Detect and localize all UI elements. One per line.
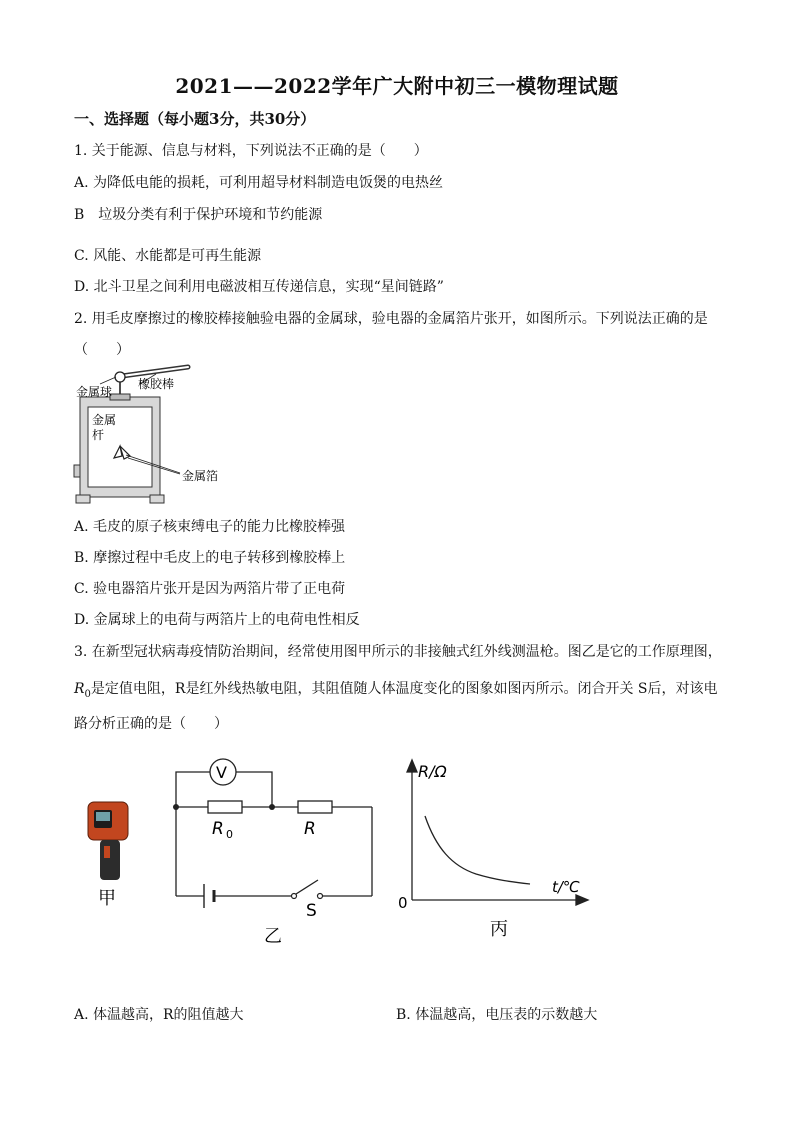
q2-stem-line1: 2. 用毛皮摩擦过的橡胶棒接触验电器的金属球，验电器的金属箔片张开，如图所示。下列说法正确的是: [74, 311, 708, 327]
q3-stem-line2: [74, 678, 718, 700]
label-r: R: [304, 819, 316, 839]
label-metal-stem-1: 金属: [92, 413, 117, 427]
circuit-wires: [176, 772, 372, 896]
q3-stem-line3: 路分析正确的是（ ）: [74, 716, 228, 732]
q1-stem: 1. 关于能源、信息与材料，下列说法不正确的是（ ）: [74, 143, 428, 159]
label-switch: S: [306, 901, 317, 921]
q3-option-b: B. 体温越高，电压表的示数越大: [396, 1007, 598, 1023]
resistance-temperature-graph: [392, 752, 592, 946]
origin-label: 0: [398, 894, 408, 912]
q2-stem-line2: （ ）: [74, 342, 130, 358]
q3-r0-symbol: R: [74, 681, 85, 697]
label-metal-foil: 金属箔: [182, 469, 219, 483]
q3-option-a: A. 体温越高，R的阻值越大: [74, 1007, 244, 1023]
switch: [292, 880, 323, 899]
q2-option-d: D. 金属球上的电荷与两箔片上的电荷电性相反: [74, 612, 360, 628]
x-axis-label: t/℃: [552, 878, 580, 896]
label-bing: 丙: [490, 919, 508, 940]
label-r0-subscript: 0: [226, 828, 233, 841]
label-jia: 甲: [98, 888, 116, 908]
electroscope-figure: [70, 362, 270, 510]
resistance-curve: [425, 816, 530, 884]
thermometer-gun-icon: [88, 802, 128, 880]
q1-option-a: A. 为降低电能的损耗，可利用超导材料制造电饭煲的电热丝: [74, 175, 444, 191]
circuit-diagram: [164, 752, 384, 952]
q2-option-b: B. 摩擦过程中毛皮上的电子转移到橡胶棒上: [74, 550, 346, 566]
q3-stem-line2-rest: 是定值电阻，R是红外线热敏电阻，其阻值随人体温度变化的图象如图丙所示。闭合开关 S后，对该电: [90, 681, 718, 697]
voltmeter: [210, 759, 236, 785]
metal-ball: [115, 372, 125, 382]
label-metal-stem-2: 杆: [92, 428, 105, 442]
voltmeter-label: V: [216, 763, 227, 782]
junction-dot: [269, 804, 275, 810]
q2-option-c: C. 验电器箔片张开是因为两箔片带了正电荷: [74, 581, 346, 597]
junction-dot: [173, 804, 179, 810]
label-r0: R: [212, 819, 224, 839]
label-metal-ball: 金属球: [76, 385, 113, 399]
q2-option-a: A. 毛皮的原子核束缚电子的能力比橡胶棒强: [74, 519, 346, 535]
q1-option-c: C. 风能、水能都是可再生能源: [74, 248, 262, 264]
page-title: 2021——2022学年广大附中初三一模物理试题: [175, 74, 619, 98]
section-heading: 一、选择题（每小题3分，共30分）: [74, 110, 316, 128]
y-axis-label: R/Ω: [418, 762, 447, 781]
thermometer-gun-figure: [84, 796, 134, 908]
label-yi: 乙: [264, 926, 282, 947]
resistor-r0: [208, 801, 242, 813]
battery: [204, 884, 214, 908]
label-rubber-rod: 橡胶棒: [138, 377, 175, 391]
q1-option-d: D. 北斗卫星之间利用电磁波相互传递信息，实现“星间链路”: [74, 279, 444, 295]
q1-option-b: B 垃圾分类有利于保护环境和节约能源: [74, 207, 323, 223]
q3-stem-line1: 3. 在新型冠状病毒疫情防治期间，经常使用图甲所示的非接触式红外线测温枪。图乙是它的工作原理图，: [74, 644, 722, 660]
q3-r0-subscript: 0: [84, 688, 91, 700]
resistor-r: [298, 801, 332, 813]
